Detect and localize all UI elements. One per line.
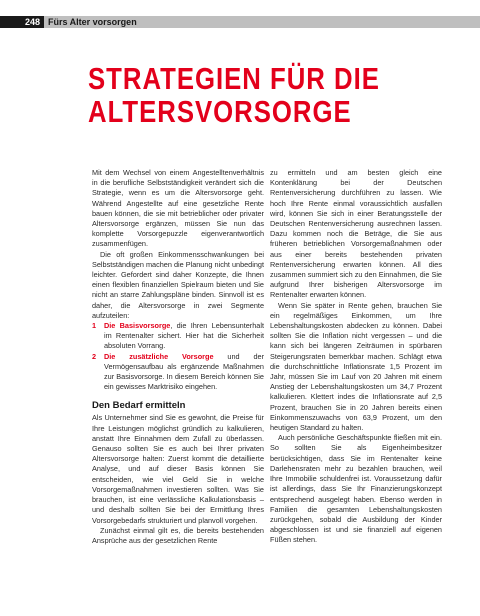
chapter-title — [88, 62, 403, 128]
list-item-number: 2 — [92, 351, 97, 361]
left-column — [92, 168, 264, 546]
list-item — [92, 321, 264, 352]
paragraph: Auch persönliche Geschäftspunkte fließen mit ein. So sollten Sie als Eigenheimbesitzer berücksichtigen, dass Sie im Rentenalter keine Darlehensraten mehr zu bezahlen brauchen, weil Ihre Immobilie schuldenfrei ist. Voraussetzung dafür ist allerdings, dass Sie Ihr Finanzierungskonzept entsprechend ausgelegt haben. Ebenso werden in Familien die gesamten Lebenshaltungskosten zurückgehen, sobald die Ausbildung der Kinder abgeschlossen ist und sie finanziell auf eigenen Füßen stehen. — [270, 433, 442, 545]
paragraph: Als Unternehmer sind Sie es gewohnt, die Preise für Ihre Leistungen möglichst gründlich zu kalkulieren, anstatt Ihre Einnahmen dem Zufall zu überlassen. Genauso sollten Sie es auch bei Ihrer privaten Altersvorsorge halten: Zuerst kommt die detaillierte Analyse, und auf dieser Basis können Sie entscheiden, wie viel Geld Sie in welche Vorsorgemaßnahmen investieren sollten. Was Sie brauchen, ist eine verlässliche Kalkulationsbasis – und deshalb sollten Sie bei der Ermittlung Ihres Vorsorgebedarfs strukturiert und planvoll vorgehen. — [92, 413, 264, 525]
list-item-text: , die Ihren Lebensunterhalt im Rentenalter sichert. Hier hat die Sicherheit absoluten Vorrang. — [104, 321, 264, 351]
right-column — [270, 168, 442, 546]
paragraph: Wenn Sie später in Rente gehen, brauchen Sie ein regelmäßiges Einkommen, um Ihre Lebenshaltungskosten abdecken zu können. Dabei sollten Sie die Inflation nicht vergessen – und die kann sich bei längeren Zeiträumen in spürbaren Steigerungsraten bemerkbar machen. Schlägt etwa die durchschnittliche Inflationsrate 1,5 Prozent im Jahr, müssen Sie im Lauf von 20 Jahren mit einem Anstieg der Lebenshaltungskosten um 34,7 Prozent kalkulieren. Klettert indes die Inflationsrate auf 2,5 Prozent, brauchen Sie in 20 Jahren bereits einen Einkommenszuwachs von 63,9 Prozent, um den heutigen Standard zu halten. — [270, 300, 442, 433]
section-title: Fürs Alter vorsorgen — [48, 17, 137, 27]
subheading: Den Bedarf ermitteln — [92, 400, 186, 412]
list-item-text: und der Vermögensaufbau als ergänzende Maßnahmen zur Basisvorsorge. In diesem Bereich können Sie ein gewisses Marktrisiko eingehen. — [104, 351, 264, 392]
chapter-title-line-2: ALTERSVORSORGE — [88, 94, 352, 129]
list-item — [92, 352, 264, 393]
list-item-heading: Die Basisvorsorge — [104, 321, 171, 331]
list-item-number: 1 — [92, 321, 97, 331]
paragraph: Die oft großen Einkommensschwankungen bei Selbstständigen machen die Planung nicht unbedingt leichter. Gefordert sind daher Konzepte, die Ihnen einen flexiblen finanziellen Spielraum bieten und Sie nicht an starre Zahlungspläne binden. Sinnvoll ist es daher, die Altersvorsorge in zwei Segmente aufzuteilen: — [92, 249, 265, 320]
paragraph: Zunächst einmal gilt es, die bereits bestehenden Ansprüche aus der gesetzlichen Rente — [92, 525, 264, 545]
paragraph: zu ermitteln und am besten gleich eine Kontenklärung bei der Deutschen Rentenversicherung durchführen zu lassen. Wie hoch Ihre Rente einmal voraussichtlich ausfallen wird, können Sie sich in einer Beratungsstelle der Deutschen Rentenversicherung ausrechnen lassen. Dazu kommen noch die Beträge, die Sie aus früheren betrieblichen Vorsorgemaßnahmen oder aus einer bereits bestehenden privaten Rentenversicherung erwarten können. All dies zusammen summiert sich zu den Einnahmen, die Sie aufgrund Ihrer bisherigen Altersvorsorge im Rentenalter erwarten können. — [270, 168, 442, 300]
list-item-heading: Die zusätzliche Vorsorge — [104, 351, 214, 361]
page-number: 248 — [0, 16, 44, 28]
chapter-title-line-1: STRATEGIEN FÜR DIE — [88, 61, 380, 96]
running-header — [0, 16, 480, 28]
paragraph: Mit dem Wechsel von einem Angestelltenverhältnis in die berufliche Selbstständigkeit verändert sich die Strategie, wenn es um die Altersvorsorge geht. Während Angestellte auf eine gesetzliche Rente bauen können, die sie mit betrieblicher oder privater Altersvorsorge ergänzen, müssen Sie nun das komplette Vorsorgepuzzle eigenverantwortlich zusammenfügen. — [92, 168, 264, 249]
